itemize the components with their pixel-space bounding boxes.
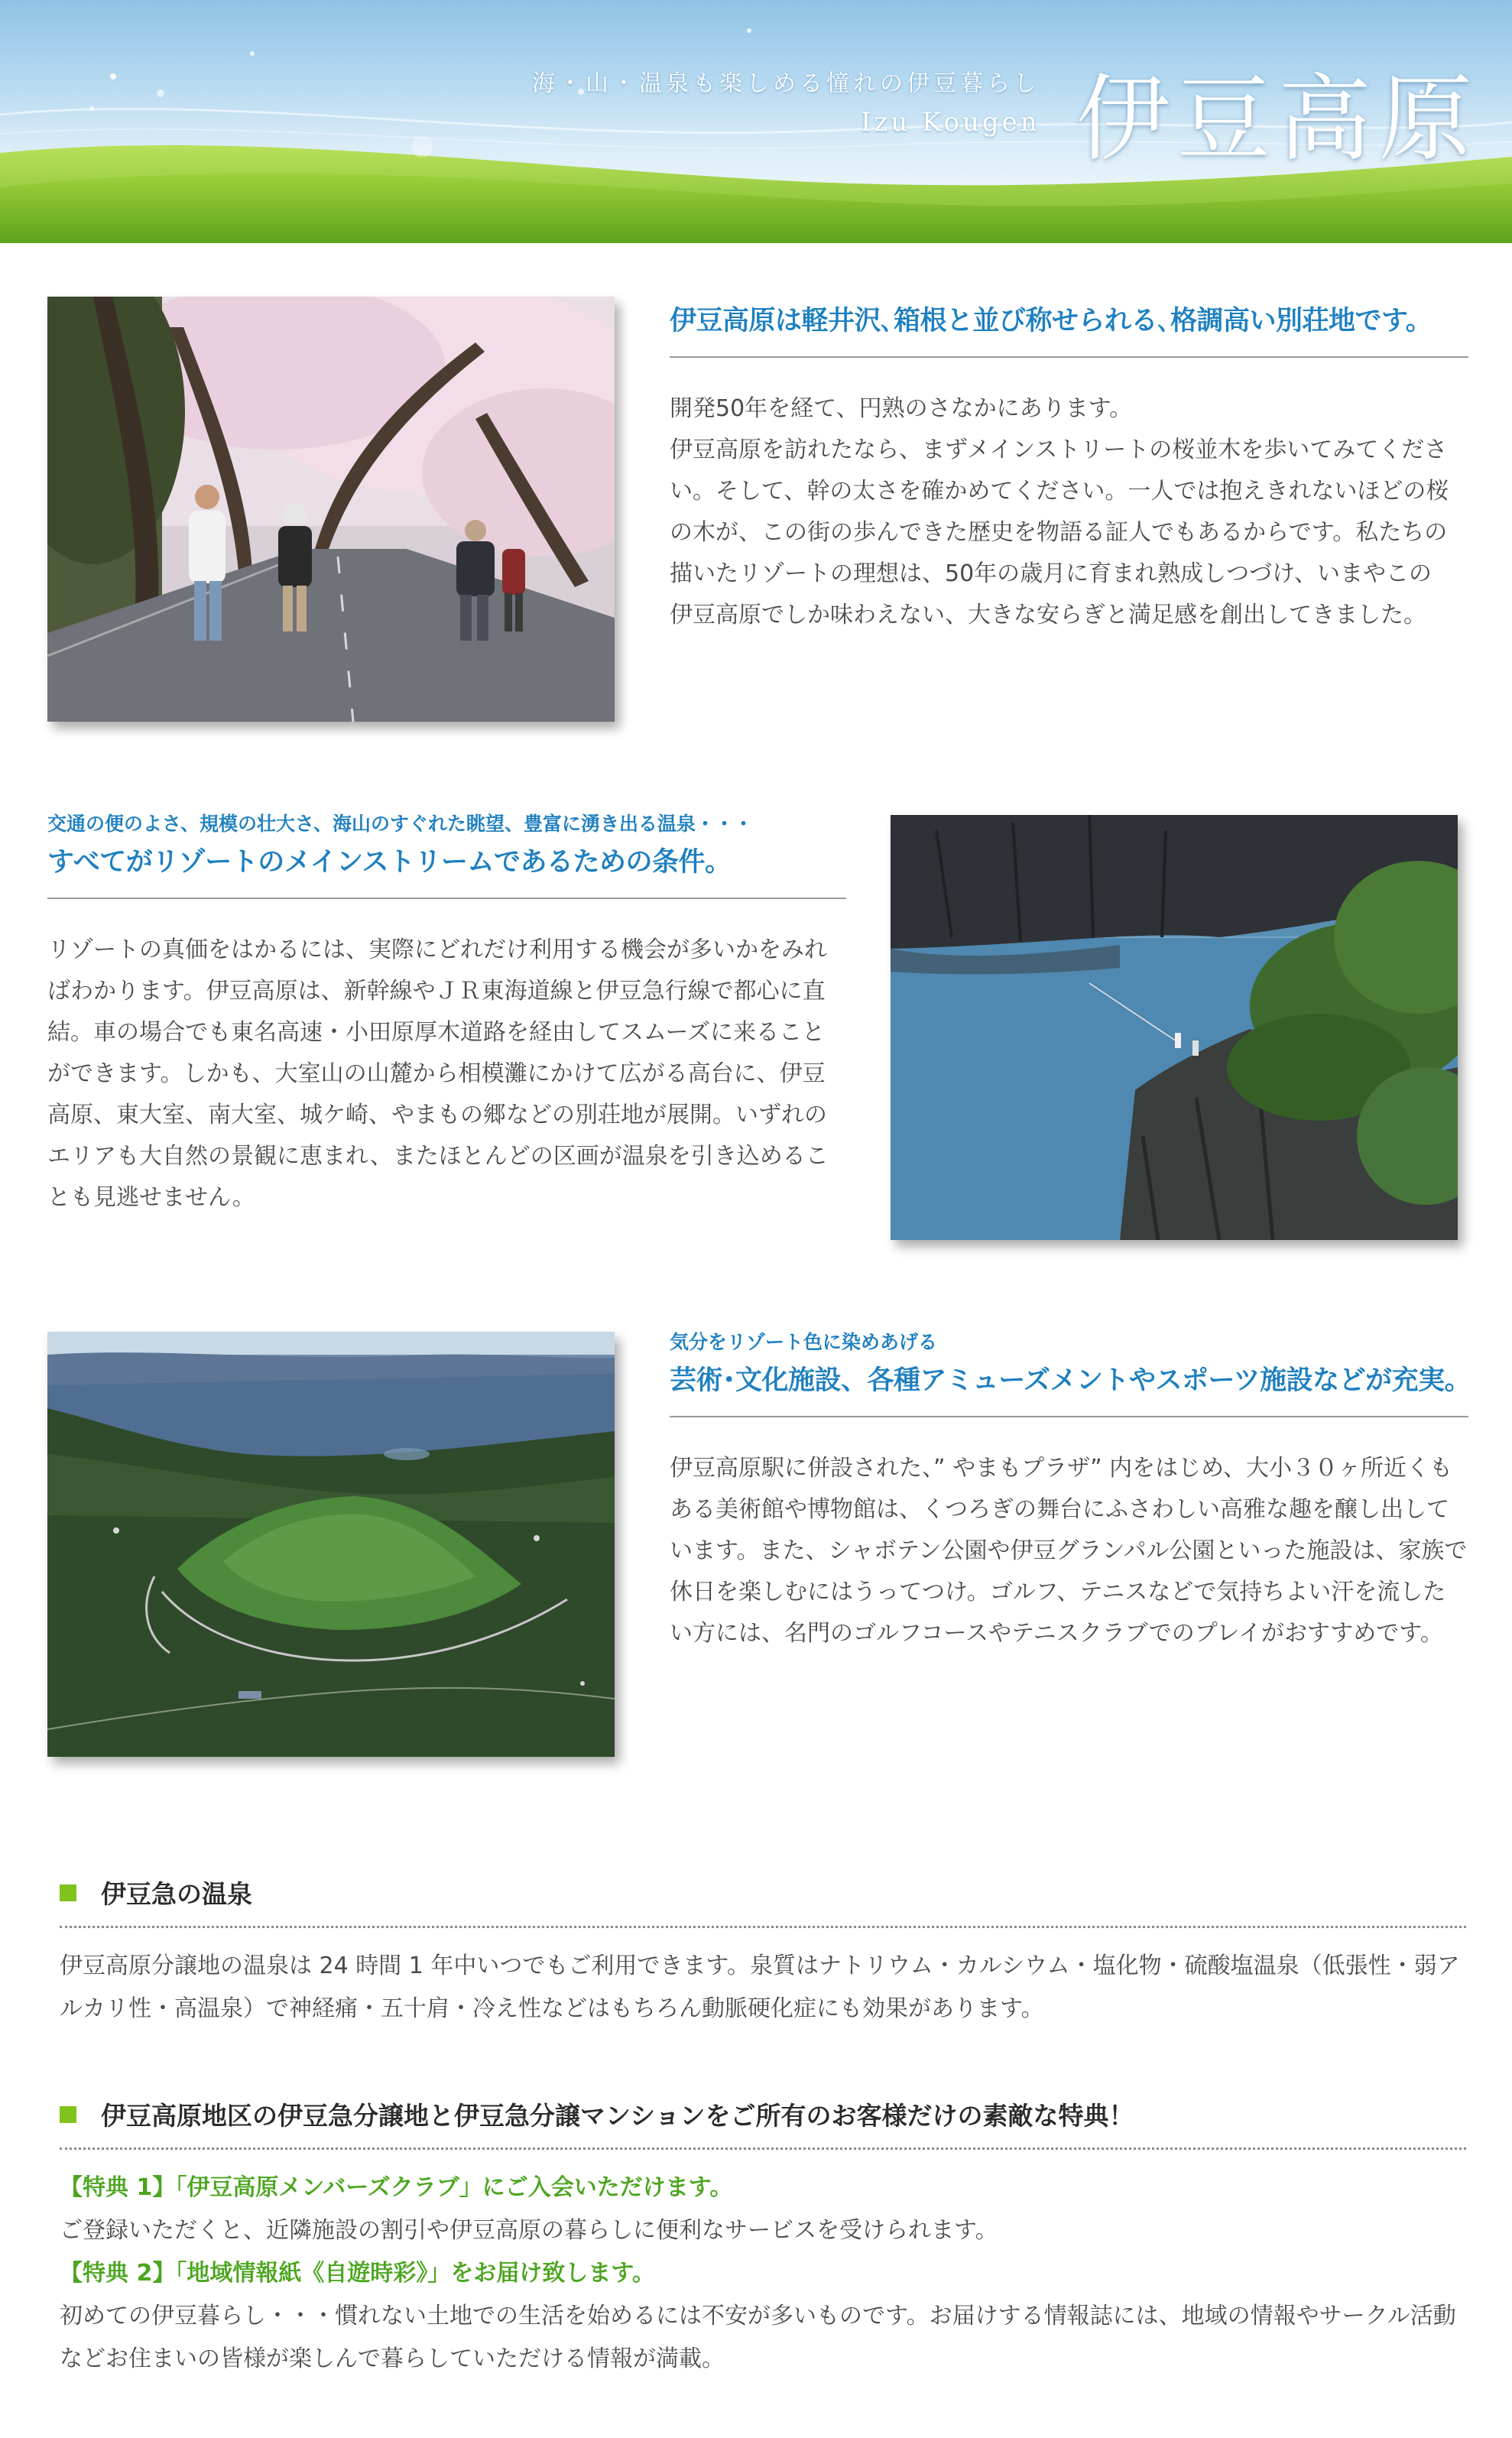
facilities-headline: 芸術･文化施設、各種アミューズメントやスポーツ施設などが充実。 (670, 1365, 1471, 1396)
onsen-heading (60, 1875, 1466, 1910)
onsen-body: 伊豆高原分譲地の温泉は 24 時間 1 年中いつでもご利用できます。泉質はナトリウム・カルシウム・塩化物・硫酸塩温泉（低張性・弱アルカリ性・高温泉）で神経痛・五十肩・冷え性などはもちろん動脈硬化症にも効果があります。 (60, 1953, 1460, 2022)
intro-paragraph: 伊豆高原を訪れたなら、まずメインストリートの桜並木を歩いてみてください。そして、幹の太さを確かめてください。一人では抱えきれないほどの桜の木が、この街の歩んできた歴史を物語る証人でもあるからです。私たちの描いたリゾートの理想は、50年の歳月に育まれ熟成しつづけ、いまやこの伊豆高原でしか味わえない、大きな安らぎと満足感を創出してきました。 (670, 437, 1449, 628)
header-romaji: Izu Kougen (861, 107, 1040, 138)
intro-paragraph: 開発50年を経て、円熟のさなかにあります。 (670, 395, 1133, 422)
header-tagline: 海・山・温泉も楽しめる憧れの伊豆暮らし (532, 70, 1040, 97)
benefits-title: 伊豆高原地区の伊豆急分譲地と伊豆急分譲マンションをご所有のお客様だけの素敵な特典！ (101, 2101, 1134, 2131)
intro-body (670, 388, 1449, 636)
photo-rocky-coast (891, 815, 1458, 1240)
facilities-subhead: 気分をリゾート色に染めあげる (670, 1331, 938, 1353)
benefits-heading (60, 2096, 1466, 2132)
onsen-section (60, 1875, 1466, 2031)
onsen-title: 伊豆急の温泉 (101, 1879, 252, 1909)
benefit-item-1 (60, 2167, 1466, 2252)
dotted-divider (60, 2147, 1466, 2150)
facilities-section (670, 1327, 1471, 1654)
benefit-text: 初めての伊豆暮らし・・・慣れない土地での生活を始めるには不安が多いものです。お届けする情報誌には、地域の情報やサークル活動などお住まいの皆様が楽しんで暮らしていただける情報が満載。 (60, 2303, 1456, 2372)
intro-section (670, 300, 1468, 636)
benefit-label: 【特典 1】「伊豆高原メンバーズクラブ」にご入会いただけます。 (60, 2174, 733, 2201)
divider (670, 1416, 1468, 1417)
photo-cherry-blossom-avenue (47, 297, 615, 722)
divider (670, 356, 1468, 358)
page-header (0, 0, 1512, 243)
benefit-item-2 (60, 2252, 1466, 2381)
access-headline: すべてがリゾートのメインストリームであるための条件。 (47, 847, 732, 878)
intro-headline: 伊豆高原は軽井沢､箱根と並び称せられる､格調高い別荘地です。 (670, 306, 1433, 336)
access-subhead: 交通の便のよさ、規模の壮大さ、海山のすぐれた眺望、豊富に湧き出る温泉・・・ (47, 813, 754, 835)
access-body: リゾートの真価をはかるには、実際にどれだけ利用する機会が多いかをみればわかります。伊豆高原は、新幹線やＪＲ東海道線と伊豆急行線で都心に直結。車の場合でも東名高速・小田原厚木道路を経由してスムーズに来ることができます。しかも、大室山の山麓から相模灘にかけて広がる高台に、伊豆高原、東大室、南大室、城ケ崎、やまもの郷などの別荘地が展開。いずれのエリアも大自然の景観に恵まれ、またほとんどの区画が温泉を引き込めることも見逃せません。 (47, 937, 829, 1211)
green-square-bullet-icon (60, 2106, 76, 2123)
benefit-label: 【特典 2】「地域情報紙《自遊時彩》」をお届け致します。 (60, 2260, 655, 2287)
green-square-bullet-icon (60, 1884, 76, 1901)
benefit-text: ご登録いただくと、近隣施設の割引や伊豆高原の暮らしに便利なサービスを受けられます。 (60, 2217, 998, 2244)
dotted-divider (60, 1926, 1466, 1928)
benefits-section (60, 2096, 1466, 2381)
access-section (47, 809, 846, 1219)
facilities-body: 伊豆高原駅に併設された、” やまもプラザ” 内をはじめ、大小３０ヶ所近くもある美術館や博物館は、くつろぎの舞台にふさわしい高雅な趣を醸し出しています。また、シャボテン公園や伊豆グランパル公園といった施設は、家族で休日を楽しむにはうってつけ。ゴルフ、テニスなどで気持ちよい汗を流したい方には、名門のゴルフコースやテニスクラブでのプレイがおすすめです。 (670, 1455, 1468, 1647)
site-title: 伊豆高原 (1076, 65, 1480, 174)
photo-mount-omuro-aerial (47, 1332, 615, 1757)
divider (47, 898, 846, 899)
